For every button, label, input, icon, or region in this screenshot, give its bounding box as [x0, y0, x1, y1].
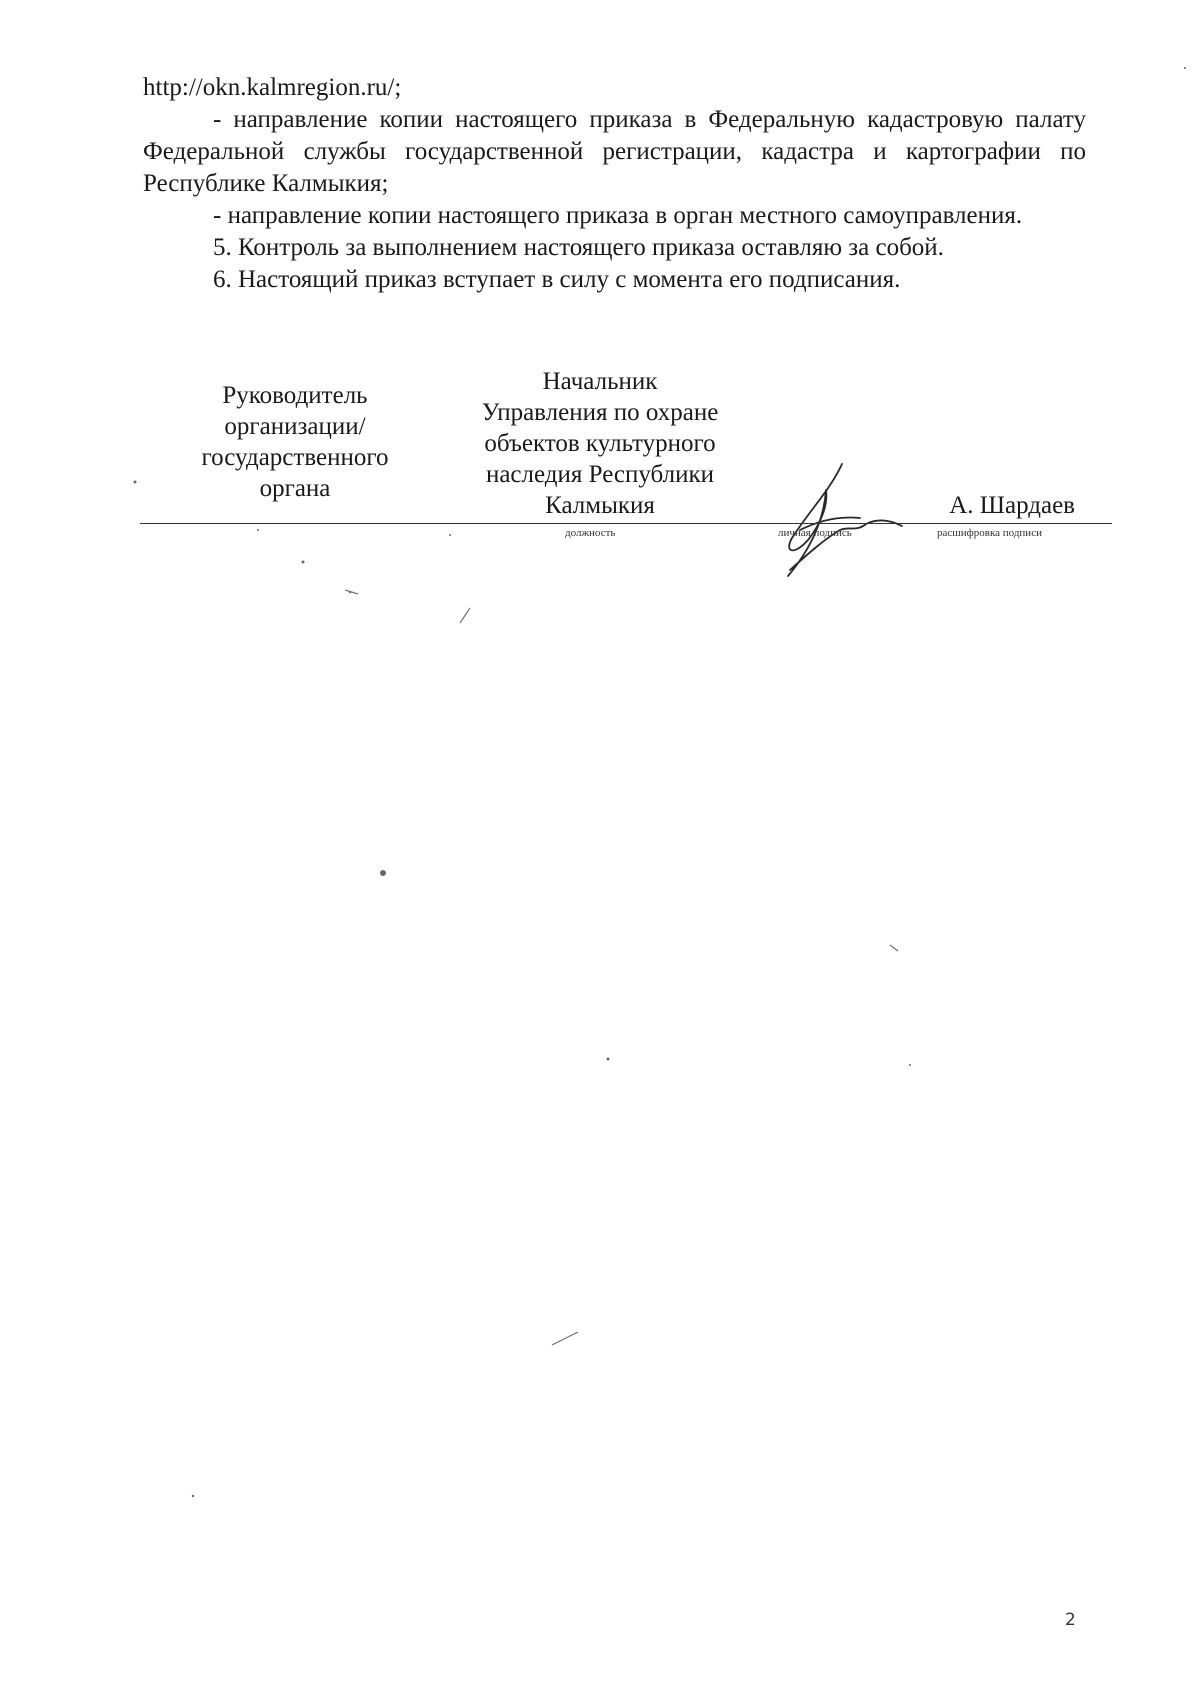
signer-position [455, 366, 745, 521]
paragraph-item-5: 5. Контроль за выполнением настоящего приказа оставляю за собой. [213, 234, 944, 261]
paragraph-item-6: 6. Настоящий приказ вступает в силу с момента его подписания. [213, 266, 901, 293]
position-line: Начальник [542, 368, 658, 395]
signer-name: А. Шардаев [949, 492, 1075, 519]
position-line: объектов культурного [484, 430, 716, 457]
page-number: 2 [1065, 1610, 1076, 1630]
url-line: http://okn.kalmregion.ru/; [143, 74, 402, 101]
paragraph-cadastral-chamber: - направление копии настоящего приказа в Федеральную кадастровую палату Федеральной службы государственной регистрации, кадастра и картографии по Республике Калмыкия; [143, 106, 1086, 197]
position-line: Калмыкия [545, 492, 655, 519]
paragraph-local-government: - направление копии настоящего приказа в орган местного самоуправления. [213, 202, 1023, 229]
label-line: государственного [201, 444, 389, 471]
caption-decoding: расшифровка подписи [937, 527, 1042, 539]
handwritten-signature [770, 460, 920, 580]
caption-position: должность [565, 527, 616, 539]
caption-signature: личная подпись [778, 527, 852, 539]
label-line: Руководитель [222, 382, 368, 409]
label-line: организации/ [224, 413, 366, 440]
organization-head-label [180, 380, 410, 504]
signature-line [140, 523, 1112, 524]
label-line: органа [259, 475, 331, 502]
document-body [143, 72, 1086, 296]
position-line: наследия Республики [485, 461, 715, 488]
position-line: Управления по охране [481, 399, 719, 426]
